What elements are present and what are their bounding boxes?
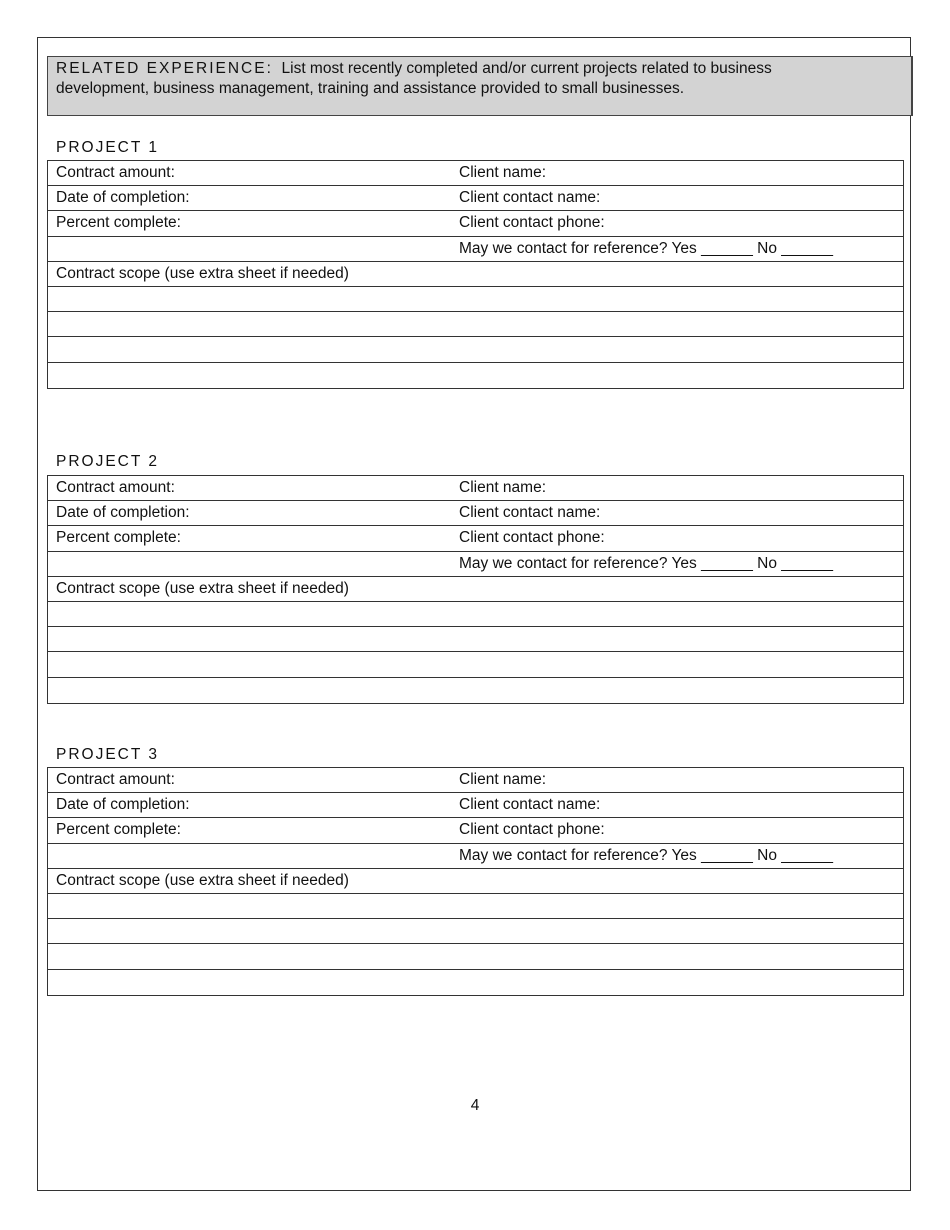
project-1-label: PROJECT 1 xyxy=(56,139,159,156)
reference-question-field[interactable]: May we contact for reference? Yes ______ No ______ xyxy=(459,554,833,572)
table-row xyxy=(48,869,903,894)
contract-scope-line[interactable] xyxy=(48,652,903,677)
table-row xyxy=(48,501,903,526)
percent-complete-field[interactable]: Percent complete: xyxy=(56,529,181,547)
contract-amount-field[interactable]: Contract amount: xyxy=(56,164,175,181)
contract-scope-label: Contract scope (use extra sheet if needed) xyxy=(56,264,349,282)
project-3-label: PROJECT 3 xyxy=(56,746,159,763)
contract-scope-line[interactable] xyxy=(48,678,903,703)
table-row xyxy=(48,768,903,793)
contract-scope-line[interactable] xyxy=(48,312,903,337)
table-row xyxy=(48,844,903,869)
contract-scope-line[interactable] xyxy=(48,627,903,652)
header-title: RELATED EXPERIENCE: xyxy=(56,60,273,77)
project-2-table xyxy=(47,475,904,704)
client-name-field[interactable]: Client name: xyxy=(459,771,547,788)
project-3-table xyxy=(47,767,904,996)
table-row xyxy=(48,211,903,236)
table-row xyxy=(48,237,903,262)
client-name-field[interactable]: Client name: xyxy=(459,164,547,181)
contract-scope-line[interactable] xyxy=(48,919,903,944)
percent-complete-field[interactable]: Percent complete: xyxy=(56,214,181,232)
date-of-completion-field[interactable]: Date of completion: xyxy=(56,189,190,207)
table-row xyxy=(48,552,903,577)
client-contact-name-field[interactable]: Client contact name: xyxy=(459,796,601,814)
client-name-field[interactable]: Client name: xyxy=(459,479,547,496)
client-contact-phone-field[interactable]: Client contact phone: xyxy=(459,821,605,839)
contract-scope-line[interactable] xyxy=(48,944,903,969)
table-row xyxy=(48,526,903,551)
header-text-line2: development, business management, training and assistance provided to small businesses. xyxy=(56,80,685,97)
contract-amount-field[interactable]: Contract amount: xyxy=(56,771,175,788)
contract-scope-line[interactable] xyxy=(48,363,903,388)
date-of-completion-field[interactable]: Date of completion: xyxy=(56,504,190,522)
header-text-line1: List most recently completed and/or current projects related to business xyxy=(281,60,772,77)
contract-scope-line[interactable] xyxy=(48,970,903,995)
client-contact-phone-field[interactable]: Client contact phone: xyxy=(459,529,605,547)
table-row xyxy=(48,793,903,818)
contract-scope-line[interactable] xyxy=(48,287,903,312)
table-row xyxy=(48,577,903,602)
percent-complete-field[interactable]: Percent complete: xyxy=(56,821,181,839)
reference-question-field[interactable]: May we contact for reference? Yes ______ No ______ xyxy=(459,846,833,864)
page-number: 4 xyxy=(470,1097,480,1114)
contract-scope-line[interactable] xyxy=(48,894,903,919)
related-experience-header xyxy=(47,56,913,116)
project-1-table xyxy=(47,160,904,389)
table-row xyxy=(48,818,903,843)
client-contact-phone-field[interactable]: Client contact phone: xyxy=(459,214,605,232)
table-row xyxy=(48,161,903,186)
contract-scope-label: Contract scope (use extra sheet if needed) xyxy=(56,871,349,889)
client-contact-name-field[interactable]: Client contact name: xyxy=(459,504,601,522)
client-contact-name-field[interactable]: Client contact name: xyxy=(459,189,601,207)
project-2-label: PROJECT 2 xyxy=(56,453,159,470)
contract-scope-line[interactable] xyxy=(48,602,903,627)
reference-question-field[interactable]: May we contact for reference? Yes ______ No ______ xyxy=(459,239,833,257)
table-row xyxy=(48,186,903,211)
table-row xyxy=(48,476,903,501)
contract-amount-field[interactable]: Contract amount: xyxy=(56,479,175,496)
contract-scope-line[interactable] xyxy=(48,337,903,362)
date-of-completion-field[interactable]: Date of completion: xyxy=(56,796,190,814)
table-row xyxy=(48,262,903,287)
contract-scope-label: Contract scope (use extra sheet if needed) xyxy=(56,579,349,597)
